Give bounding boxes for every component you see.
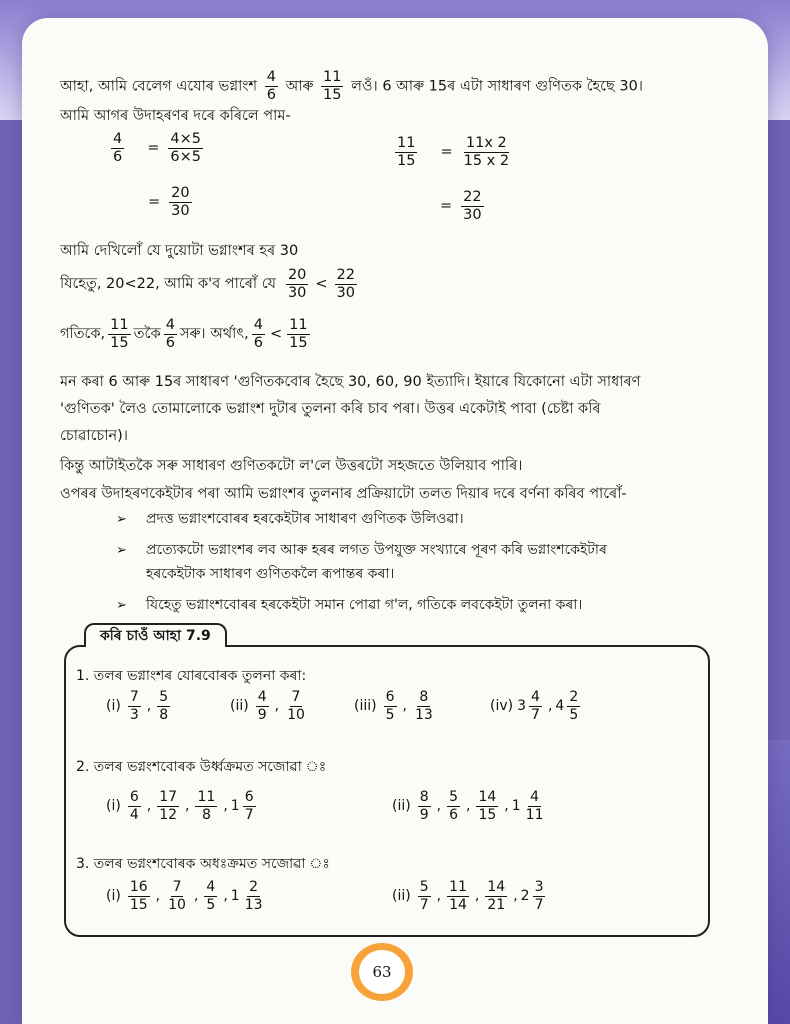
q1-item-iv: (iv) 3 $\frac{4}{7}$ , 4 $\frac{2}{5}$ [490, 689, 579, 723]
bullet-2: ➢ প্ৰত্যেকটো ভগ্নাংশৰ লব আৰু হৰৰ লগত উপযুক্ত সংখ্যাৰে পূৰণ কৰি ভগ্নাংশকেইটাৰ [116, 542, 607, 558]
para1-line2: 'গুণিতক' লৈও তোমালোকে ভগ্নাংশ দুটাৰ তুলনা কৰি চাব পৰা। উত্তৰ একেটাই পাবা (চেষ্টা কৰি [60, 401, 601, 417]
question-2: 2. তলৰ ভগ্নংশবোৰক উৰ্ধ্বক্ৰমত সজোৱা ঃ [76, 759, 327, 775]
q1-item-iii: (iii) $\frac{6}{5}$ , $\frac{8}{13}$ [354, 689, 433, 723]
q3-item-ii: (ii) $\frac{5}{7}$ , $\frac{11}{14}$ , $\frac{14}{21}$ , 2 $\frac{3}{7}$ [392, 879, 544, 913]
since-line: যিহেতু, 20<22, আমি ক'ব পাৰোঁ যে $\frac{20}{30}$ < $\frac{22}{30}$ [60, 267, 355, 302]
bullet-2-cont: হৰকেইটাক সাধাৰণ গুণিতকলৈ ৰূপান্তৰ কৰা। [146, 566, 395, 582]
bullet-3: ➢ যিহেতু ভগ্নাংশবোৰৰ হৰকেইটা সমান পোৱা গ'ল, গতিকে লবকেইটা তুলনা কৰা। [116, 597, 583, 613]
q2-item-ii: (ii) $\frac{8}{9}$ , $\frac{5}{6}$ , $\frac{14}{15}$ , 1 $\frac{4}{11}$ [392, 789, 544, 823]
page-number: 63 [359, 950, 405, 994]
calc-left-step1: $\frac{4}{6}$ = $\frac{4\times 5}{6\times 5}$ [113, 131, 201, 166]
arrow-bullet-icon: ➢ [116, 598, 127, 613]
observation-line: আমি দেখিলোঁ যে দুয়োটা ভগ্নাংশৰ হৰ 30 [60, 243, 299, 259]
para3: ওপৰৰ উদাহৰণকেইটাৰ পৰা আমি ভগ্নাংশৰ তুলনাৰ প্ৰক্ৰিয়াটো তলত দিয়াৰ দৰে বৰ্ণনা কৰিব পাৰোঁ- [60, 486, 627, 502]
intro-line-1 [60, 70, 643, 103]
intro-text-b: আৰু [285, 78, 314, 95]
page-number-badge [351, 943, 413, 1001]
exercise-title: কৰি চাওঁ আহা 7.9 [84, 623, 227, 647]
intro-text-c: লওঁ। 6 আৰু 15ৰ এটা সাধাৰণ গুণিতক হৈছে 30। [351, 78, 643, 95]
q1-item-i: (i) $\frac{7}{3}$ , $\frac{5}{8}$ [106, 689, 169, 723]
fraction-4-6: $\frac{4}{6}$ [266, 69, 276, 104]
intro-line-2: আমি আগৰ উদাহৰণৰ দৰে কৰিলে পাম- [60, 108, 291, 124]
arrow-bullet-icon: ➢ [116, 543, 127, 558]
para1-line1: মন কৰা 6 আৰু 15ৰ সাধাৰণ 'গুণিতকবোৰ হৈছে 30, 60, 90 ইত্যাদি। ইয়াৰে যিকোনো এটা সাধাৰণ [60, 374, 641, 390]
fraction-11-15: $\frac{11}{15}$ [323, 69, 342, 104]
arrow-bullet-icon: ➢ [116, 512, 127, 527]
calc-left-step2: = $\frac{20}{30}$ [148, 185, 190, 220]
q1-item-ii: (ii) $\frac{4}{9}$ , $\frac{7}{10}$ [230, 689, 305, 723]
question-1: 1. তলৰ ভগ্নাংশৰ যোৰবোৰক তুলনা কৰা: [76, 668, 307, 684]
question-3: 3. তলৰ ভগ্নংশবোৰক অধঃক্ৰমত সজোৱা ঃ [76, 856, 330, 872]
calc-right-step2: = $\frac{22}{30}$ [440, 189, 482, 224]
para1-line3: চোৱাচোন)। [60, 428, 128, 444]
para2: কিন্তু আটাইতকৈ সৰু সাধাৰণ গুণিতকটো ল'লে উত্তৰটো সহজতে উলিয়াব পাৰি। [60, 458, 523, 474]
intro-text-a: আহা, আমি বেলেগ এযোৰ ভগ্নাংশ [60, 78, 258, 95]
hence-line: গতিকে, $\frac{11}{15}$ তকৈ $\frac{4}{6}$ সৰু। অৰ্থাৎ, $\frac{4}{6}$ < $\frac{11}{15}$ [60, 317, 308, 352]
calc-right-step1: $\frac{11}{15}$ = $\frac{11x 2}{15 x 2}$ [397, 135, 510, 170]
bullet-1: ➢ প্ৰদত্ত ভগ্নাংশবোৰৰ হৰকেইটাৰ সাধাৰণ গুণিতক উলিওৱা। [116, 511, 464, 527]
q3-item-i: (i) $\frac{16}{15}$ , $\frac{7}{10}$ , $\frac{4}{5}$ , 1 $\frac{2}{13}$ [106, 879, 263, 913]
q2-item-i: (i) $\frac{6}{4}$ , $\frac{17}{12}$ , $\frac{11}{8}$ , 1 $\frac{6}{7}$ [106, 789, 254, 823]
